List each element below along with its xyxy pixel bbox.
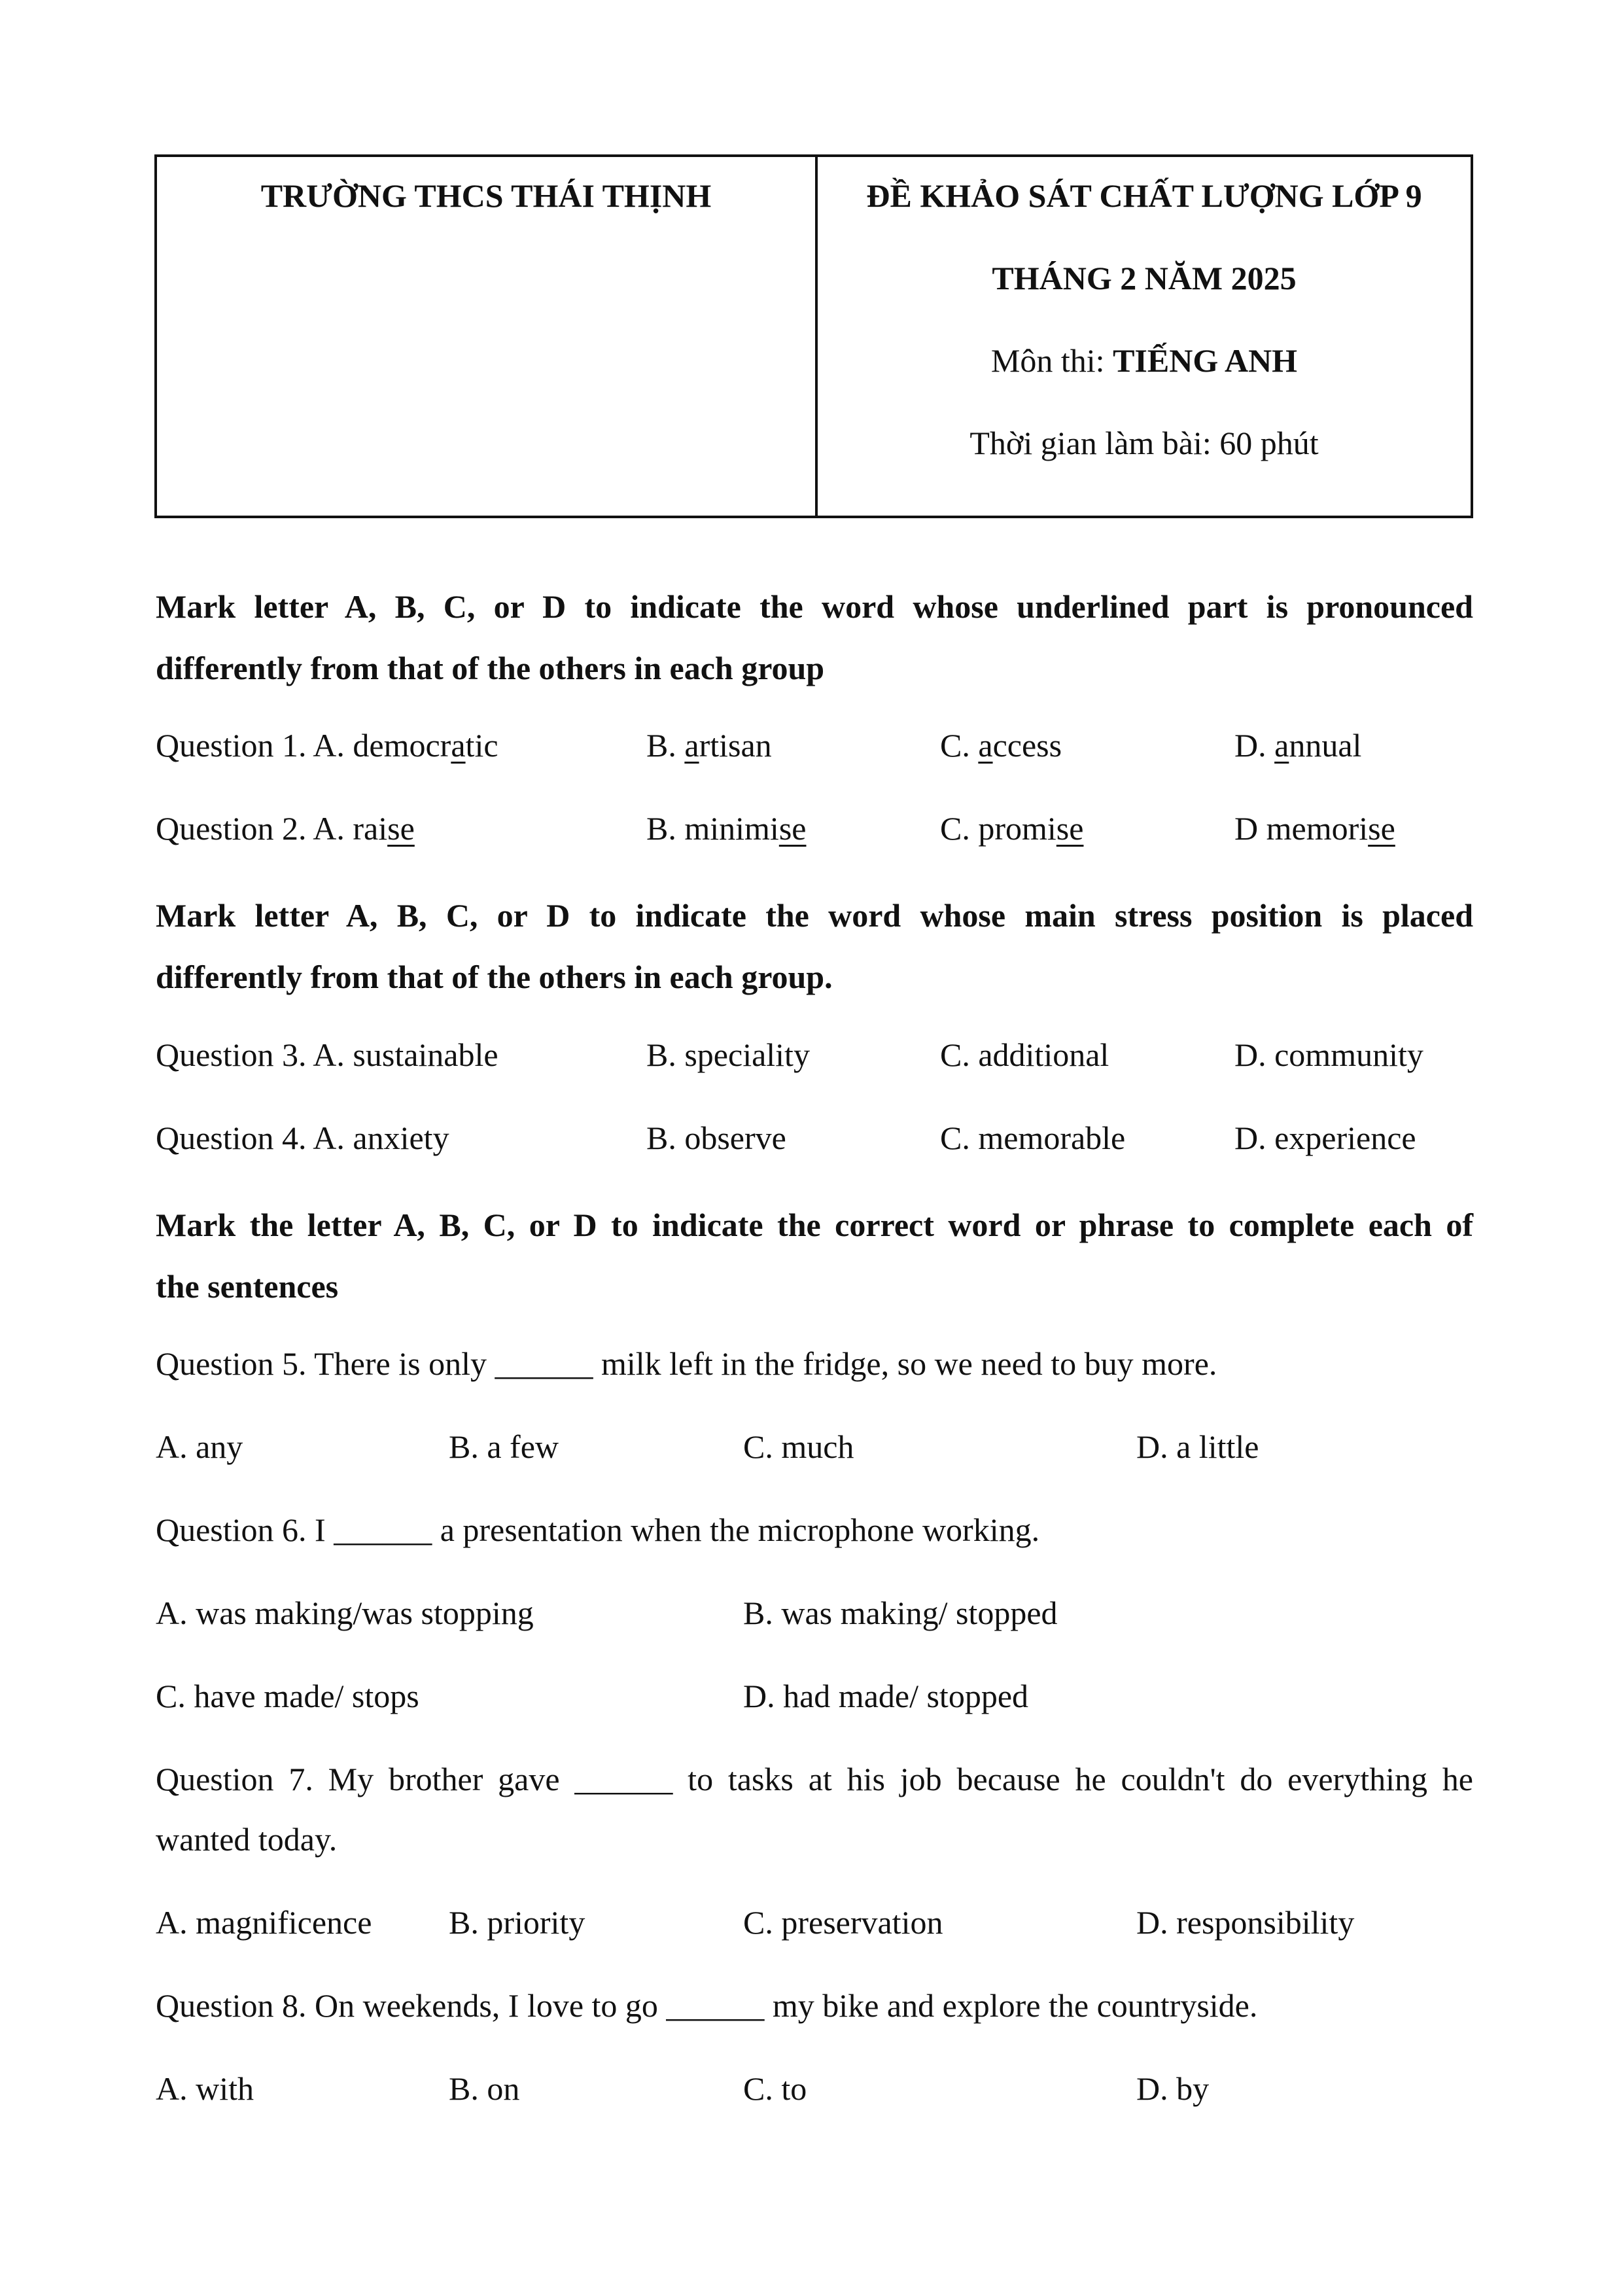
subject-name: TIẾNG ANH (1113, 342, 1298, 379)
option-c: C. access (940, 727, 1062, 764)
subject-line (818, 342, 1471, 380)
section-stress-instruction (156, 885, 1473, 1008)
option-c: C. to (743, 2070, 807, 2107)
option-c: C. preservation (743, 1904, 943, 1941)
option-b: B. observe (646, 1120, 786, 1156)
section-completion-instruction (156, 1194, 1473, 1317)
question-label: Question 2. (156, 810, 313, 847)
question-5-stem: Question 5. There is only ______ milk left in the fridge, so we need to buy more. (156, 1345, 1217, 1382)
option-a: A. democratic (313, 727, 498, 764)
header-left-cell (157, 157, 818, 516)
exam-title: ĐỀ KHẢO SÁT CHẤT LƯỢNG LỚP 9 (866, 177, 1422, 214)
option-d: D. experience (1234, 1120, 1416, 1156)
header-right-cell (818, 157, 1471, 516)
section-pronunciation-instruction (156, 576, 1473, 699)
option-d: D. a little (1136, 1428, 1259, 1465)
instruction-line: Mark the letter A, B, C, or D to indicate the correct word or phrase to complete each of (156, 1207, 1473, 1243)
option-b: B. speciality (646, 1036, 810, 1073)
option-d: D memorise (1234, 810, 1395, 847)
option-b: B. a few (449, 1428, 559, 1465)
question-2 (156, 809, 415, 847)
instruction-line: differently from that of the others in each group (156, 650, 825, 686)
question-label: Question 1. (156, 727, 313, 764)
school-name: TRƯỜNG THCS THÁI THỊNH (260, 177, 712, 214)
exam-date: THÁNG 2 NĂM 2025 (992, 260, 1297, 296)
option-a: A. anxiety (313, 1120, 449, 1156)
option-d: D. had made/ stopped (743, 1678, 1029, 1714)
option-a: A. any (156, 1428, 243, 1465)
question-7-stem: Question 7. My brother gave ______ to tasks at his job because he couldn't do everything he (156, 1761, 1473, 1797)
subject-label: Môn thi: (990, 342, 1113, 379)
option-b: B. on (449, 2070, 520, 2107)
option-a: A. raise (313, 810, 415, 847)
option-b: B. artisan (646, 727, 772, 764)
question-3 (156, 1036, 498, 1074)
option-a: A. sustainable (313, 1036, 498, 1073)
instruction-line: Mark letter A, B, C, or D to indicate the word whose underlined part is pronounced (156, 588, 1473, 625)
option-d: D. annual (1234, 727, 1362, 764)
question-4 (156, 1119, 449, 1157)
instruction-line: Mark letter A, B, C, or D to indicate the word whose main stress position is placed (156, 897, 1473, 934)
option-d: D. responsibility (1136, 1904, 1355, 1941)
question-1 (156, 726, 498, 764)
option-d: D. community (1234, 1036, 1423, 1073)
question-7-stem-continued: wanted today. (156, 1821, 338, 1858)
option-b: B. priority (449, 1904, 585, 1941)
option-a: A. was making/was stopping (156, 1595, 534, 1631)
header-table (154, 154, 1473, 518)
option-a: A. magnificence (156, 1904, 372, 1941)
question-6-stem: Question 6. I ______ a presentation when the microphone working. (156, 1511, 1040, 1548)
option-b: B. minimise (646, 810, 807, 847)
option-d: D. by (1136, 2070, 1210, 2107)
option-c: C. much (743, 1428, 854, 1465)
question-label: Question 4. (156, 1120, 307, 1156)
option-a: A. with (156, 2070, 254, 2107)
exam-duration: Thời gian làm bài: 60 phút (969, 425, 1319, 461)
option-b: B. was making/ stopped (743, 1595, 1058, 1631)
instruction-line: the sentences (156, 1268, 339, 1305)
question-8-stem: Question 8. On weekends, I love to go ______ my bike and explore the countryside. (156, 1987, 1258, 2024)
option-c: C. memorable (940, 1120, 1126, 1156)
question-label: Question 3. (156, 1036, 307, 1073)
option-c: C. promise (940, 810, 1084, 847)
option-c: C. additional (940, 1036, 1109, 1073)
instruction-line: differently from that of the others in each group. (156, 959, 833, 995)
option-c: C. have made/ stops (156, 1678, 419, 1714)
